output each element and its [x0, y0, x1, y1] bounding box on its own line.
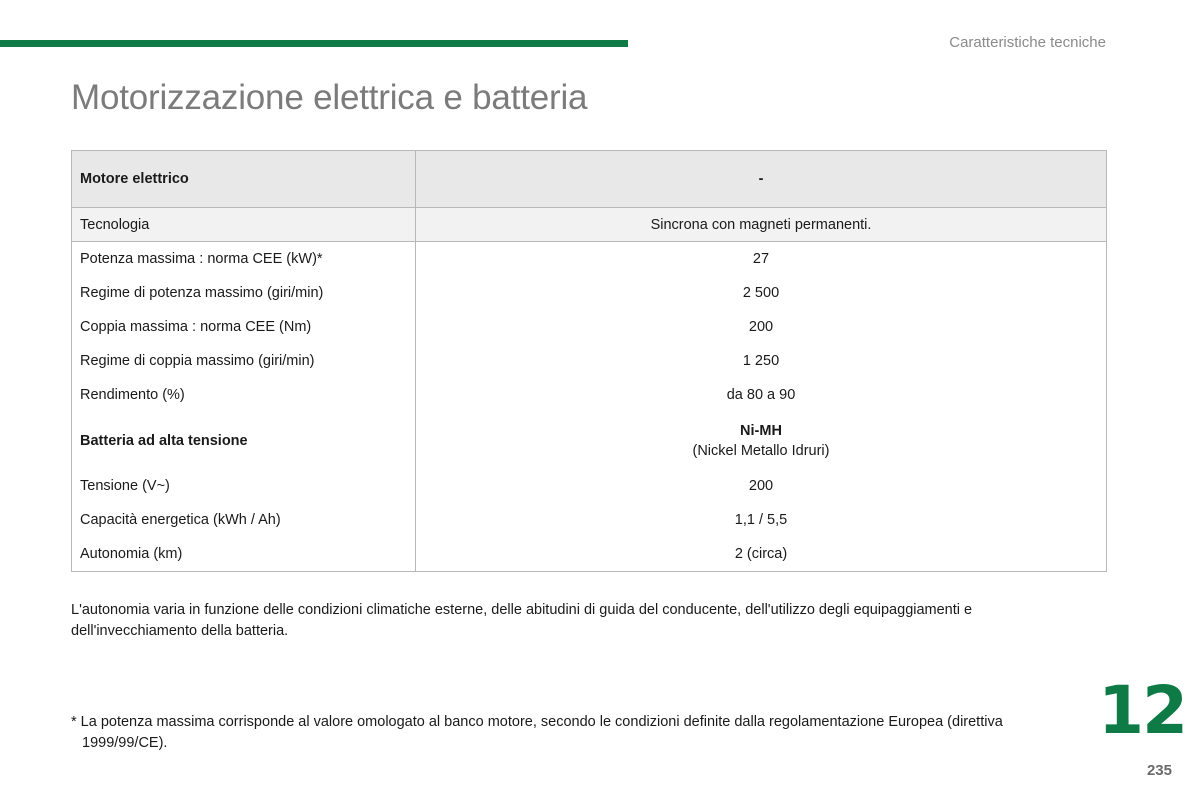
row-label: Regime di coppia massimo (giri/min) — [72, 344, 416, 378]
table-header-label: Motore elettrico — [72, 151, 416, 208]
row-value: 1 250 — [416, 344, 1107, 378]
row-label: Regime di potenza massimo (giri/min) — [72, 276, 416, 310]
row-label: Capacità energetica (kWh / Ah) — [72, 503, 416, 537]
row-value: 200 — [416, 310, 1107, 344]
battery-value — [416, 412, 1107, 469]
row-label: Potenza massima : norma CEE (kW)* — [72, 242, 416, 277]
row-label: Tensione (V~) — [72, 469, 416, 503]
table-subheader-label: Tecnologia — [72, 208, 416, 242]
page-number: 235 — [1146, 762, 1172, 779]
row-label: Autonomia (km) — [72, 537, 416, 572]
table-row — [72, 242, 1107, 277]
table-row — [72, 276, 1107, 310]
table-row — [72, 469, 1107, 503]
table-subheader-row — [72, 208, 1107, 242]
row-value: 2 (circa) — [416, 537, 1107, 572]
row-value: da 80 a 90 — [416, 378, 1107, 412]
chapter-number: 12 — [1098, 672, 1186, 749]
row-value: 27 — [416, 242, 1107, 277]
row-value: 2 500 — [416, 276, 1107, 310]
row-value: 200 — [416, 469, 1107, 503]
table-row — [72, 310, 1107, 344]
table-row-battery — [72, 412, 1107, 469]
table-row — [72, 378, 1107, 412]
battery-type: Ni-MH — [740, 422, 782, 439]
page-title: Motorizzazione elettrica e batteria — [71, 78, 588, 117]
section-header: Caratteristiche tecniche — [949, 34, 1106, 51]
table-header-value: - — [416, 151, 1107, 208]
power-footnote: * La potenza massima corrisponde al valore omologato al banco motore, secondo le condizioni definite dalla regolamentazione Europea (direttiva 1999/99/CE). — [71, 714, 1003, 751]
table-row — [72, 344, 1107, 378]
battery-label: Batteria ad alta tensione — [72, 412, 416, 469]
header-accent-bar — [0, 40, 628, 47]
table-row — [72, 503, 1107, 537]
battery-type-description: (Nickel Metallo Idruri) — [692, 442, 830, 459]
table-header-row — [72, 151, 1107, 208]
autonomy-note: L'autonomia varia in funzione delle condizioni climatiche esterne, delle abitudini di guida del conducente, dell'utilizzo degli equipaggiamenti e dell'invecchiamento della batteria. — [71, 602, 973, 639]
table-subheader-value: Sincrona con magneti permanenti. — [416, 208, 1107, 242]
spec-table — [71, 150, 1107, 572]
table-row — [72, 537, 1107, 572]
row-value: 1,1 / 5,5 — [416, 503, 1107, 537]
row-label: Coppia massima : norma CEE (Nm) — [72, 310, 416, 344]
row-label: Rendimento (%) — [72, 378, 416, 412]
